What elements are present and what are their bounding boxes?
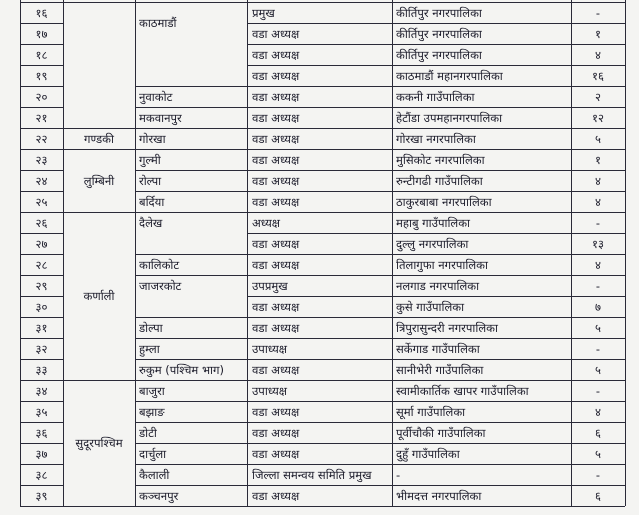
official-role: वडा अध्यक्ष xyxy=(252,300,300,314)
row-rule-province xyxy=(63,2,135,3)
district-name: बाजुरा xyxy=(139,384,165,398)
serial-number: ३५ xyxy=(35,405,48,419)
ward-number: ४ xyxy=(595,195,601,209)
ward-number: १२ xyxy=(592,111,604,125)
official-role: जिल्ला समन्वय समिति प्रमुख xyxy=(252,468,372,482)
local-body-name: मुसिकोट नगरपालिका xyxy=(396,153,485,167)
ward-number: ४ xyxy=(595,405,601,419)
district-name: काठमाडौं xyxy=(139,16,177,30)
official-role: वडा अध्यक्ष xyxy=(252,195,300,209)
local-body-name: कीर्तिपुर नगरपालिका xyxy=(396,27,482,41)
local-body-name: रुन्टीगढी गाउँपालिका xyxy=(396,174,483,188)
serial-number: ३७ xyxy=(35,447,48,461)
district-name: दैलेख xyxy=(139,216,163,230)
ward-number: - xyxy=(595,384,601,398)
province-name: लुम्बिनी xyxy=(83,174,115,188)
serial-number: २८ xyxy=(35,258,48,272)
official-role: उपप्रमुख xyxy=(252,279,288,293)
local-body-name: दुहुँ गाउँपालिका xyxy=(396,447,460,461)
serial-number: ३२ xyxy=(35,342,48,356)
serial-number: ३६ xyxy=(35,426,48,440)
ward-number: ७ xyxy=(595,300,601,314)
local-body-name: कुसे गाउँपालिका xyxy=(396,300,465,314)
official-role: वडा अध्यक्ष xyxy=(252,174,300,188)
district-name: गुल्मी xyxy=(139,153,161,167)
serial-number: ३४ xyxy=(35,384,48,398)
district-name: डोटी xyxy=(139,426,157,440)
local-body-name: गोरखा नगरपालिका xyxy=(396,132,476,146)
local-body-name: स्वामीकार्तिक खापर गाउँपालिका xyxy=(396,384,529,398)
serial-number: २१ xyxy=(35,111,48,125)
ward-number: १६ xyxy=(592,69,604,83)
official-role: वडा अध्यक्ष xyxy=(252,363,300,377)
serial-number: १९ xyxy=(35,69,48,83)
district-name: बझाङ xyxy=(139,405,165,419)
serial-number: ३९ xyxy=(35,489,48,503)
ward-number: ४ xyxy=(595,258,601,272)
district-name: हुम्ला xyxy=(139,342,160,356)
local-body-name: ठाकुरबाबा नगरपालिका xyxy=(396,195,492,209)
ward-number: - xyxy=(595,216,601,230)
ward-number: - xyxy=(595,279,601,293)
serial-number: १६ xyxy=(35,6,48,20)
ward-number: ५ xyxy=(595,132,601,146)
serial-number: २५ xyxy=(35,195,48,209)
column-rule xyxy=(247,0,248,506)
local-body-name: सर्केगाड गाउँपालिका xyxy=(396,342,480,356)
ward-number: ४ xyxy=(595,48,601,62)
province-name: सुदूरपश्चिम xyxy=(75,436,123,450)
district-name: बर्दिया xyxy=(139,195,165,209)
official-role: वडा अध्यक्ष xyxy=(252,258,300,272)
official-role: वडा अध्यक्ष xyxy=(252,69,300,83)
official-role: वडा अध्यक्ष xyxy=(252,237,300,251)
local-body-name: नलगाड नगरपालिका xyxy=(396,279,480,293)
province-name: कर्णाली xyxy=(83,289,115,303)
ward-number: ६ xyxy=(595,489,601,503)
local-body-name: पूर्वीचौकी गाउँपालिका xyxy=(396,426,486,440)
serial-number: ३८ xyxy=(35,468,48,482)
row-rule-province xyxy=(63,506,135,507)
ward-number: ५ xyxy=(595,321,601,335)
local-body-name: सूर्मा गाउँपालिका xyxy=(396,405,466,419)
row-rule xyxy=(247,506,625,507)
serial-number: २६ xyxy=(35,216,48,230)
row-rule-sn xyxy=(20,506,63,507)
column-rule xyxy=(135,0,136,506)
district-name: गोरखा xyxy=(139,132,166,146)
official-role: वडा अध्यक्ष xyxy=(252,111,300,125)
official-role: वडा अध्यक्ष xyxy=(252,132,300,146)
local-body-name: कीर्तिपुर नगरपालिका xyxy=(396,6,482,20)
serial-number: २३ xyxy=(35,153,48,167)
serial-number: २० xyxy=(35,90,48,104)
local-body-name: सानीभेरी गाउँपालिका xyxy=(396,363,484,377)
local-body-name: हेटौंडा उपमहानगरपालिका xyxy=(396,111,503,125)
local-body-name: ककनी गाउँपालिका xyxy=(396,90,475,104)
district-name: डोल्पा xyxy=(139,321,163,335)
ward-number: २ xyxy=(595,90,601,104)
district-name: जाजरकोट xyxy=(139,279,182,293)
ward-number: ५ xyxy=(595,363,601,377)
serial-number: २९ xyxy=(35,279,48,293)
district-name: कालिकोट xyxy=(139,258,180,272)
official-role: वडा अध्यक्ष xyxy=(252,321,300,335)
district-name: रुकुम (पश्चिम भाग) xyxy=(139,363,224,377)
local-body-name: कीर्तिपुर नगरपालिका xyxy=(396,48,482,62)
column-rule xyxy=(625,0,626,506)
ward-number: ५ xyxy=(595,447,601,461)
serial-number: ३० xyxy=(35,300,48,314)
official-role: वडा अध्यक्ष xyxy=(252,90,300,104)
local-body-name: महाबु गाउँपालिका xyxy=(396,216,471,230)
district-name: दार्चुला xyxy=(139,447,167,461)
official-role: वडा अध्यक्ष xyxy=(252,27,300,41)
local-body-name: त्रिपुरासुन्दरी नगरपालिका xyxy=(396,321,498,335)
ward-number: १३ xyxy=(592,237,604,251)
local-body-name: दुल्लु नगरपालिका xyxy=(396,237,469,251)
official-role: वडा अध्यक्ष xyxy=(252,153,300,167)
district-name: रोल्पा xyxy=(139,174,162,188)
serial-number: २४ xyxy=(35,174,48,188)
official-role: वडा अध्यक्ष xyxy=(252,447,300,461)
serial-number: १८ xyxy=(35,48,48,62)
ward-number: १ xyxy=(595,153,601,167)
column-rule xyxy=(392,0,393,506)
official-role: उपाध्यक्ष xyxy=(252,342,288,356)
ward-number: - xyxy=(595,6,601,20)
local-body-name: भीमदत्त नगरपालिका xyxy=(396,489,482,503)
district-name: कञ्चनपुर xyxy=(139,489,179,503)
official-role: वडा अध्यक्ष xyxy=(252,48,300,62)
ward-number: ६ xyxy=(595,426,601,440)
official-role: वडा अध्यक्ष xyxy=(252,489,300,503)
district-name: नुवाकोट xyxy=(139,90,173,104)
official-role: वडा अध्यक्ष xyxy=(252,405,300,419)
ward-number: ४ xyxy=(595,174,601,188)
row-rule-district xyxy=(135,506,247,507)
serial-number: ३१ xyxy=(35,321,48,335)
local-body-name: तिलागुफा नगरपालिका xyxy=(396,258,488,272)
official-role: वडा अध्यक्ष xyxy=(252,426,300,440)
official-role: प्रमुख xyxy=(252,6,275,20)
serial-number: ३३ xyxy=(35,363,48,377)
official-role: अध्यक्ष xyxy=(252,216,281,230)
local-body-name: काठमाडौं महानगरपालिका xyxy=(396,69,503,83)
ward-number: - xyxy=(595,342,601,356)
ward-number: - xyxy=(595,468,601,482)
district-name: कैलाली xyxy=(139,468,170,482)
official-role: उपाध्यक्ष xyxy=(252,384,288,398)
district-name: मकवानपुर xyxy=(139,111,182,125)
province-name: गण्डकी xyxy=(84,132,114,146)
ward-number: १ xyxy=(595,27,601,41)
local-body-name: - xyxy=(396,468,401,482)
serial-number: २२ xyxy=(35,132,48,146)
serial-number: १७ xyxy=(35,27,48,41)
serial-number: २७ xyxy=(35,237,48,251)
